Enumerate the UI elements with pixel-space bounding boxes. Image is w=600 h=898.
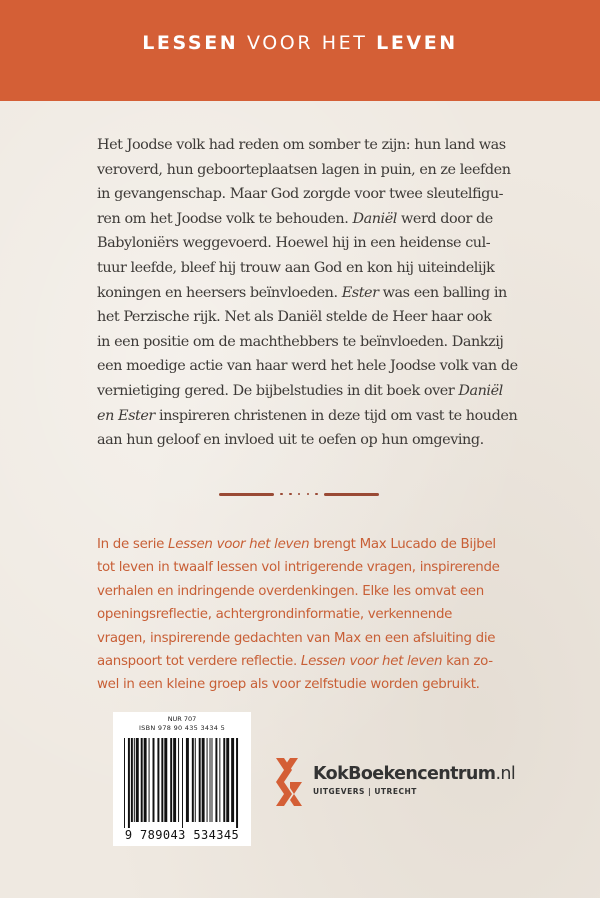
barcode-bar (219, 738, 220, 822)
barcode-bars (124, 738, 240, 828)
blurb-line (97, 650, 517, 673)
intro-line (97, 182, 517, 207)
publisher-name: KokBoekencentrum.nl (313, 764, 516, 784)
divider-bar-left (219, 493, 274, 496)
intro-line (97, 404, 517, 429)
barcode-bar (153, 738, 155, 822)
barcode-bar (210, 738, 211, 822)
divider-bar-right (324, 493, 379, 496)
barcode-bar (170, 738, 172, 822)
publisher-logo (272, 756, 522, 808)
blurb-line (97, 556, 517, 579)
barcode-bar (157, 738, 159, 822)
body-text: in een positie om de machthebbers te beïnvloeden. Dankzij (97, 333, 504, 350)
barcode-bar (192, 738, 194, 822)
body-text: wel in een kleine groep als voor zelfstudie worden gebruikt. (97, 677, 480, 693)
barcode-bar (199, 738, 201, 822)
body-text: vernietiging gered. De bijbelstudies in dit boek over (97, 382, 459, 399)
body-text: brengt Max Lucado de Bijbel (309, 537, 496, 552)
isbn-text: ISBN 978 90 435 3434 5 (138, 724, 226, 732)
barcode-bar (136, 738, 139, 822)
body-text: een moedige actie van haar werd het hele Joodse volk van de (97, 358, 518, 375)
barcode-bar (231, 738, 234, 822)
intro-line (97, 207, 517, 232)
intro-line (97, 428, 517, 453)
barcode-box (113, 712, 251, 846)
series-title-part3: LEVEN (376, 31, 458, 54)
body-text: werd door de (396, 210, 493, 227)
barcode-bar (128, 738, 130, 828)
intro-line (97, 305, 517, 330)
body-text: in gevangenschap. Maar God zorgde voor twee sleutelfigu- (97, 186, 504, 203)
italic-title-text: Lessen voor het leven (168, 537, 310, 552)
barcode-bar (226, 738, 229, 822)
body-text: inspireren christenen in deze tijd om vast te houden (154, 407, 518, 424)
barcode-bar (186, 738, 189, 822)
kok-logo-icon (272, 756, 306, 808)
intro-line (97, 379, 517, 404)
body-text: Babyloniërs weggevoerd. Hoewel hij in een heidense cul- (97, 235, 491, 252)
body-text: In de serie (97, 537, 169, 552)
intro-line (97, 158, 517, 183)
barcode-bar (144, 738, 147, 822)
blurb-line (97, 533, 517, 556)
blurb-line (97, 673, 517, 696)
body-text: kan zo- (442, 654, 493, 670)
barcode-bar (131, 738, 133, 822)
body-text: tuur leefde, bleef hij trouw aan God en kon hij uiteindelijk (97, 259, 495, 276)
body-text: ren om het Joodse volk te behouden. (97, 210, 353, 227)
barcode-bar (211, 738, 212, 822)
barcode-bar (164, 738, 167, 822)
italic-title-text: Ester (341, 284, 379, 301)
italic-title-text: Lessen voor het leven (300, 654, 443, 670)
barcode-bar (161, 738, 163, 822)
body-text: veroverd, hun geboorteplaatsen lagen in puin, en ze leefden (97, 161, 511, 178)
barcode-bar (195, 738, 196, 822)
barcode-bar (141, 738, 143, 822)
divider-dots (274, 493, 324, 496)
body-text: het Perzische rijk. Net als Daniël stelde de Heer haar ook (97, 309, 492, 326)
intro-paragraph (97, 133, 517, 453)
body-text: was een balling in (378, 284, 507, 301)
body-text: vragen, inspirerende gedachten van Max en een afsluiting die (97, 630, 496, 646)
italic-title-text: en Ester (97, 407, 155, 424)
blurb-line (97, 627, 517, 650)
ean-number: 9 789043 534345 (124, 828, 240, 842)
italic-title-text: Daniël (458, 382, 503, 399)
body-text: aan hun geloof en invloed uit te oefen op hun omgeving. (97, 432, 484, 449)
barcode-bar (178, 738, 179, 822)
body-text: verhalen en indringende overdenkingen. Elke les omvat een (97, 583, 484, 599)
italic-title-text: Daniël (352, 210, 397, 227)
series-blurb-paragraph (97, 533, 517, 697)
barcode-bar (215, 738, 217, 822)
body-text: koningen en heersers beïnvloeden. (97, 284, 342, 301)
body-text: openingsreflectie, achtergrondinformatie, verkennende (97, 607, 453, 623)
barcode-bar (124, 738, 125, 828)
intro-line (97, 256, 517, 281)
barcode-bar (173, 738, 176, 822)
publisher-subtitle: UITGEVERS | UTRECHT (313, 787, 417, 796)
intro-line (97, 330, 517, 355)
body-text: aanspoort tot verdere reflectie. (97, 654, 301, 670)
intro-line (97, 354, 517, 379)
barcode-bar (149, 738, 150, 822)
header-band (0, 0, 600, 101)
intro-line (97, 231, 517, 256)
barcode-bar (182, 738, 183, 828)
series-title-part2: VOOR HET (246, 31, 368, 54)
body-text: tot leven in twaalf lessen vol intrigerende vragen, inspirerende (97, 560, 500, 576)
barcode-bar (223, 738, 225, 822)
barcode-bar (236, 738, 238, 828)
barcode-bar (207, 738, 208, 822)
body-text: Het Joodse volk had reden om somber te zijn: hun land was (97, 137, 506, 153)
blurb-line (97, 603, 517, 626)
barcode-bar (134, 738, 135, 822)
ornament-divider (219, 491, 379, 497)
intro-line (97, 133, 517, 158)
series-title-part1: LESSEN (142, 31, 239, 54)
blurb-line (97, 580, 517, 603)
barcode-bar (202, 738, 205, 822)
nur-code: NUR 707 (167, 715, 197, 723)
series-title (142, 32, 458, 54)
intro-line (97, 281, 517, 306)
